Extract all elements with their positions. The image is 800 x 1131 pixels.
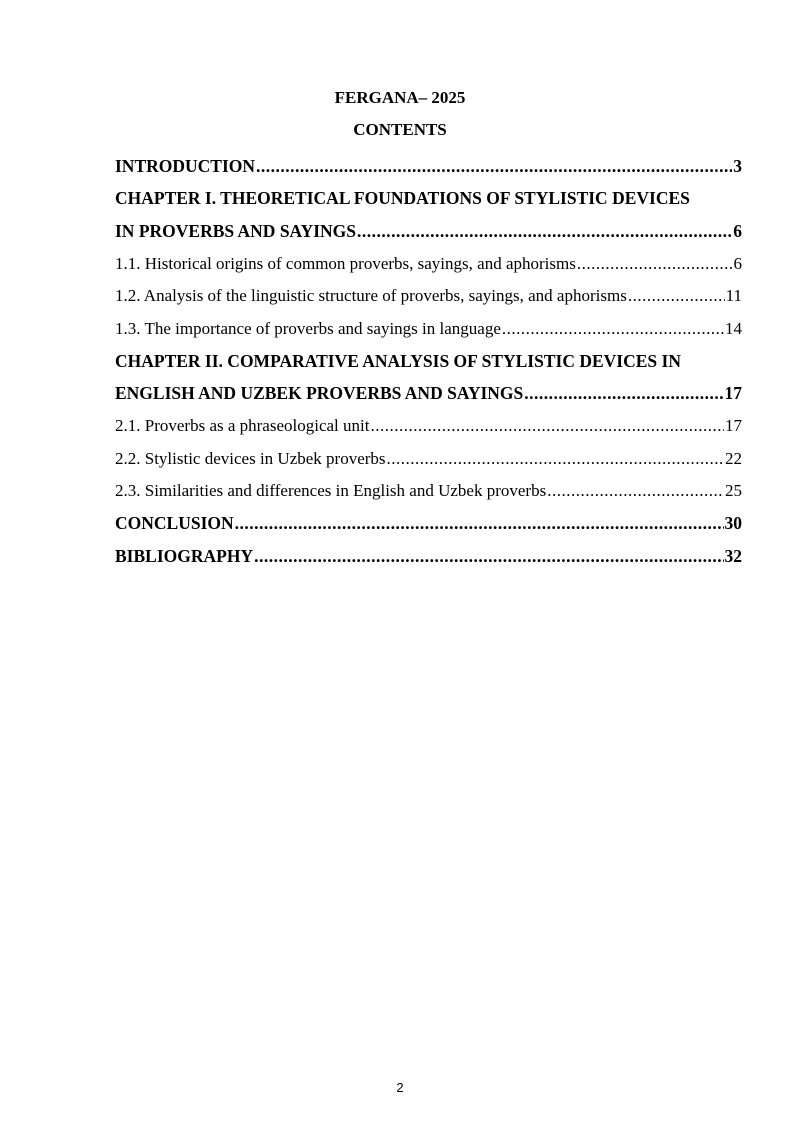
dot-leader [357, 221, 732, 242]
toc-entry-page: 6 [733, 253, 742, 273]
toc-entry-introduction[interactable] [115, 150, 742, 183]
toc-entry-section-2-2[interactable] [115, 443, 742, 476]
dot-leader [370, 416, 724, 436]
toc-entry-page: 25 [725, 481, 742, 501]
page-number: 2 [396, 1080, 404, 1095]
toc-entry-page: 17 [724, 383, 742, 404]
toc-entry-section-1-3[interactable] [115, 313, 742, 346]
toc-entry-title: IN PROVERBS AND SAYINGS [115, 220, 357, 241]
toc-entry-page: 30 [724, 513, 742, 534]
contents-heading: CONTENTS [353, 120, 447, 139]
toc-entry-title: BIBLIOGRAPHY [115, 545, 254, 566]
toc-entry-page: 11 [725, 286, 742, 306]
city-year-heading: FERGANA– 2025 [334, 88, 466, 107]
toc-entry-chapter-1[interactable] [115, 215, 742, 248]
toc-entry-page: 17 [725, 416, 742, 436]
toc-entry-title: 1.2. Analysis of the linguistic structure of proverbs, sayings, and aphorisms [115, 286, 627, 306]
dot-leader [254, 546, 723, 567]
toc-entry-page: 32 [724, 545, 742, 566]
toc-entry-title: ENGLISH AND UZBEK PROVERBS AND SAYINGS [115, 383, 524, 404]
toc-entry-title: 2.1. Proverbs as a phraseological unit [115, 416, 370, 436]
dot-leader [256, 156, 732, 177]
toc-entry-chapter-2-line1[interactable] [115, 345, 742, 378]
toc-entry-page: 14 [725, 318, 742, 338]
toc-entry-title: 2.2. Stylistic devices in Uzbek proverbs [115, 448, 386, 468]
toc-entry-bibliography[interactable] [115, 540, 742, 573]
toc-entry-section-2-3[interactable] [115, 475, 742, 508]
toc-entry-section-1-1[interactable] [115, 248, 742, 281]
dot-leader [502, 319, 724, 339]
toc-entry-title: INTRODUCTION [115, 155, 256, 176]
toc-entry-title: 2.3. Similarities and differences in English and Uzbek proverbs [115, 481, 547, 501]
toc-entry-title: CHAPTER II. COMPARATIVE ANALYSIS OF STYLISTIC DEVICES IN [115, 350, 681, 371]
dot-leader [547, 481, 724, 501]
table-of-contents [115, 150, 742, 573]
toc-entry-conclusion[interactable] [115, 508, 742, 541]
dot-leader [387, 449, 724, 469]
toc-entry-section-2-1[interactable] [115, 410, 742, 443]
toc-entry-title: CONCLUSION [115, 513, 234, 534]
dot-leader [628, 286, 725, 306]
toc-entry-title: CHAPTER I. THEORETICAL FOUNDATIONS OF STYLISTIC DEVICES [115, 188, 690, 209]
dot-leader [235, 513, 724, 534]
toc-entry-page: 22 [725, 448, 742, 468]
toc-entry-title: 1.3. The importance of proverbs and sayings in language [115, 318, 501, 338]
toc-entry-chapter-2[interactable] [115, 378, 742, 411]
toc-entry-section-1-2[interactable] [115, 280, 742, 313]
toc-entry-page: 3 [733, 155, 742, 176]
toc-entry-page: 6 [733, 220, 742, 241]
toc-entry-chapter-1-line1[interactable] [115, 183, 742, 216]
toc-entry-title: 1.1. Historical origins of common proverbs, sayings, and aphorisms [115, 253, 576, 273]
dot-leader [577, 254, 733, 274]
dot-leader [524, 383, 723, 404]
